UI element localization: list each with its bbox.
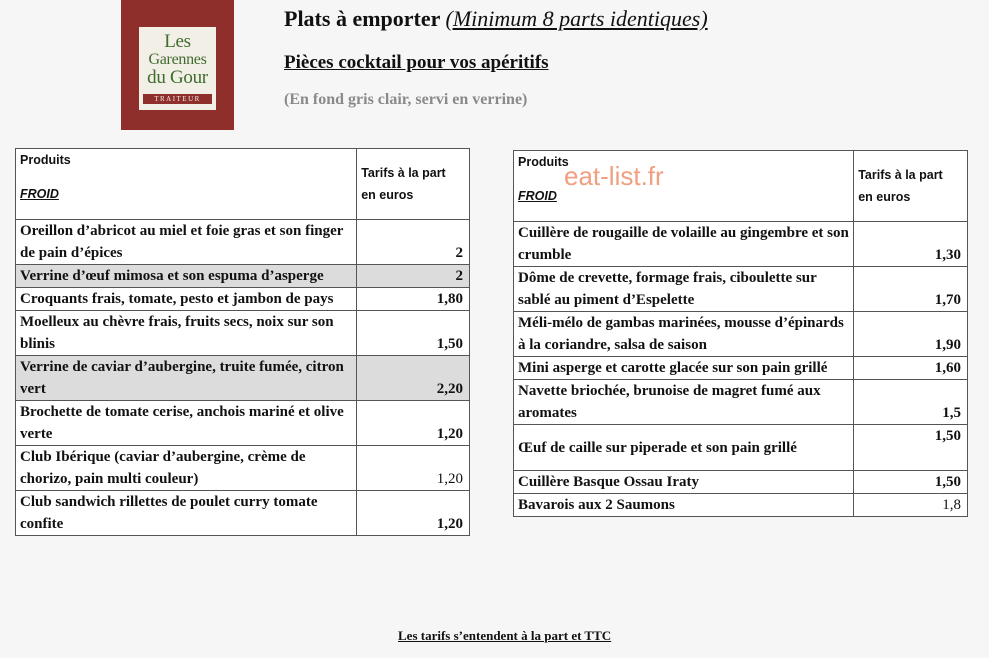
table-row — [514, 425, 968, 471]
table-row — [514, 312, 968, 357]
header-products: Produits — [20, 153, 71, 167]
table-row — [16, 311, 470, 356]
table-row — [16, 401, 470, 446]
header-products-wrap — [518, 151, 849, 207]
header-price-cell — [357, 149, 470, 220]
logo-line-1: Les — [164, 31, 191, 52]
table-row — [16, 491, 470, 536]
watermark-text: eat-list.fr — [564, 161, 664, 191]
title-sub: (Minimum 8 parts identiques) — [445, 6, 708, 31]
table-row — [16, 446, 470, 491]
table-row — [514, 494, 968, 517]
header-products-cell — [16, 149, 357, 220]
table-row — [16, 220, 470, 265]
product-price: 2 — [357, 265, 470, 288]
footer-note: Les tarifs s’entendent à la part et TTC — [398, 628, 612, 643]
right-price-table — [513, 150, 968, 517]
product-price: 2 — [357, 220, 470, 265]
product-price: 1,50 — [854, 425, 968, 471]
table-row — [16, 265, 470, 288]
product-name: Cuillère de rougaille de volaille au gingembre et son crumble — [514, 222, 854, 267]
product-name: Méli-mélo de gambas marinées, mousse d’épinards à la coriandre, salsa de saison — [514, 312, 854, 357]
product-name: Brochette de tomate cerise, anchois mariné et olive verte — [16, 401, 357, 446]
product-price: 1,30 — [854, 222, 968, 267]
table-row — [514, 471, 968, 494]
product-price: 1,50 — [357, 311, 470, 356]
header-products: Produits — [518, 155, 569, 169]
table-row — [514, 380, 968, 425]
header-section-froid: FROID — [20, 187, 59, 201]
product-price: 1,70 — [854, 267, 968, 312]
title-main: Plats à emporter — [284, 6, 440, 31]
header-price-cell — [854, 151, 968, 222]
product-price: 1,50 — [854, 471, 968, 494]
product-name: Navette briochée, brunoise de magret fumé aux aromates — [514, 380, 854, 425]
section-subtitle: Pièces cocktail pour vos apéritifs — [284, 52, 549, 73]
product-price: 2,20 — [357, 356, 470, 401]
table-row — [16, 356, 470, 401]
logo-badge — [138, 26, 217, 111]
product-name: Verrine d’œuf mimosa et son espuma d’asperge — [16, 265, 357, 288]
product-name: Mini asperge et carotte glacée sur son pain grillé — [514, 357, 854, 380]
product-name: Club sandwich rillettes de poulet curry tomate confite — [16, 491, 357, 536]
product-price: 1,20 — [357, 401, 470, 446]
product-name: Croquants frais, tomate, pesto et jambon de pays — [16, 288, 357, 311]
table-row — [514, 222, 968, 267]
product-price: 1,20 — [357, 491, 470, 536]
product-name: Moelleux au chèvre frais, fruits secs, noix sur son blinis — [16, 311, 357, 356]
grey-note: (En fond gris clair, servi en verrine) — [284, 91, 528, 108]
table-header-row — [514, 151, 968, 222]
header-price-line-1: Tarifs à la part — [361, 166, 446, 180]
logo-line-2: Garennes — [148, 51, 207, 68]
product-price: 1,20 — [357, 446, 470, 491]
product-price: 1,8 — [854, 494, 968, 517]
header-price-line-2: en euros — [361, 188, 414, 202]
product-price: 1,5 — [854, 380, 968, 425]
logo-line-3: du Gour — [147, 67, 208, 88]
table-row — [514, 357, 968, 380]
logo-band: TRAITEUR — [143, 94, 212, 104]
table-row — [514, 267, 968, 312]
table-header-row — [16, 149, 470, 220]
header-products-cell — [514, 151, 854, 222]
table-row — [16, 288, 470, 311]
product-price: 1,90 — [854, 312, 968, 357]
product-name: Oreillon d’abricot au miel et foie gras et son finger de pain d’épices — [16, 220, 357, 265]
product-name: Cuillère Basque Ossau Iraty — [514, 471, 854, 494]
product-name: Dôme de crevette, formage frais, ciboulette sur sablé au piment d’Espelette — [514, 267, 854, 312]
product-name: Œuf de caille sur piperade et son pain grillé — [514, 425, 854, 471]
left-price-table — [15, 148, 470, 536]
logo — [121, 0, 234, 130]
product-price: 1,60 — [854, 357, 968, 380]
page-title — [284, 6, 708, 32]
header-price-line-1: Tarifs à la part — [858, 168, 943, 182]
header-section-froid: FROID — [518, 189, 557, 203]
header-price-line-2: en euros — [858, 190, 911, 204]
logo-text — [139, 33, 216, 87]
product-name: Verrine de caviar d’aubergine, truite fumée, citron vert — [16, 356, 357, 401]
product-name: Club Ibérique (caviar d’aubergine, crème de chorizo, pain multi couleur) — [16, 446, 357, 491]
product-name: Bavarois aux 2 Saumons — [514, 494, 854, 517]
product-price: 1,80 — [357, 288, 470, 311]
